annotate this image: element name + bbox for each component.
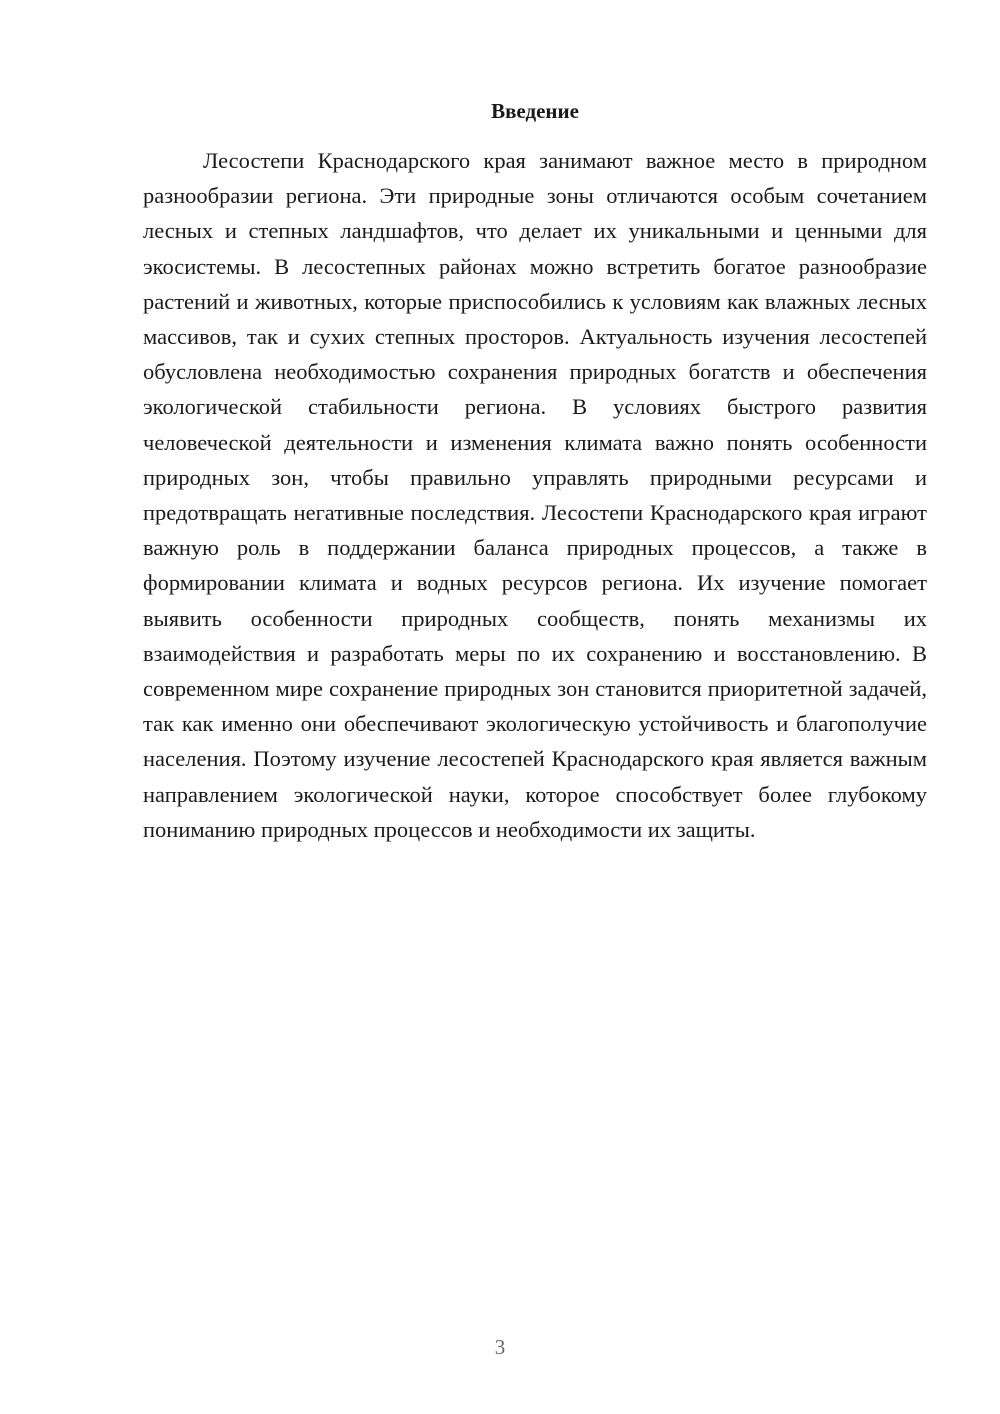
body-paragraph: Лесостепи Краснодарского края занимают важное место в природном разнообразии региона. Эти природные зоны отличаются особым сочетанием лесных и степных ландшафтов, что делает их уникальными и ценными для экосистемы. В лесостепных районах можно встретить богатое разнообразие растений и животных, которые приспособились к условиям как влажных лесных массивов, так и сухих степных просторов. Актуальность изучения лесостепей обусловлена необходимостью сохранения природных богатств и обеспечения экологической стабильности региона. В условиях быстрого развития человеческой деятельности и изменения климата важно понять особенности природных зон, чтобы правильно управлять природными ресурсами и предотвращать негативные последствия. Лесостепи Краснодарского края играют важную роль в поддержании баланса природных процессов, а также в формировании климата и водных ресурсов региона. Их изучение помогает выявить особенности природных сообществ, понять механизмы их взаимодействия и разработать меры по их сохранению и восстановлению. В современном мире сохранение природных зон становится приоритетной задачей, так как именно они обеспечивают экологическую устойчивость и благополучие населения. Поэтому изучение лесостепей Краснодарского края является важным направлением экологической науки, которое способствует более глубокому пониманию природных процессов и необходимости их защиты. bbox=[143, 148, 927, 842]
section-heading: Введение bbox=[491, 99, 579, 123]
page-number: 3 bbox=[494, 1335, 506, 1359]
